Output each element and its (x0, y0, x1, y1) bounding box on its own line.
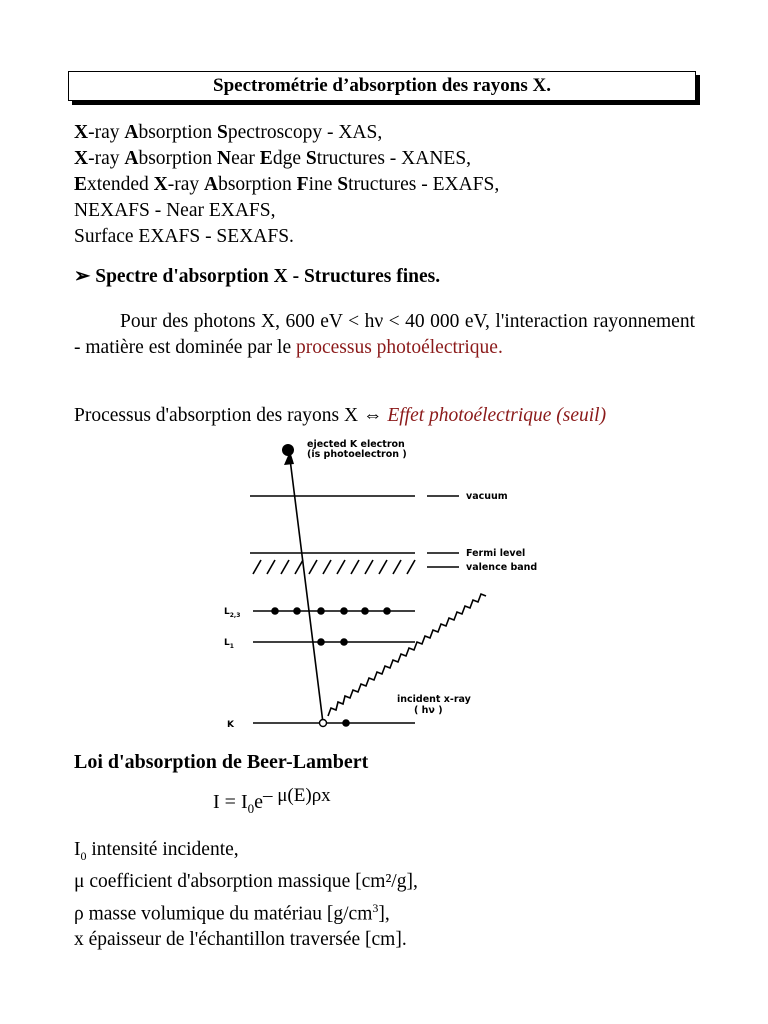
l23-label: $L_{2,3}$ (224, 607, 241, 619)
valence-label: valence band (466, 562, 538, 573)
l1-label: $L_1$ (224, 638, 234, 650)
definition-mu: μ coefficient d'absorption massique [cm²/g], (74, 870, 418, 892)
definition-rho: ρ masse volumique du matériau $[g/cm^3]$, (74, 900, 390, 925)
section-heading-text: Spectre d'absorption X - Structures fines. (95, 266, 441, 287)
acronym-line: X-ray Absorption Spectroscopy - XAS, (74, 122, 383, 143)
incident-label-1: incident x-ray (397, 694, 471, 705)
paragraph-process-text: Processus d'absorption des rayons X ⇔ (74, 405, 388, 426)
title-box (68, 71, 696, 101)
paragraph-photons-highlight: processus photoélectrique. (295, 337, 503, 358)
photoelectric-diagram (215, 433, 575, 733)
acronym-list (74, 120, 499, 250)
k-hole (320, 720, 327, 727)
bullet-arrow-icon: ➢ (74, 266, 91, 287)
paragraph-process-highlight: Effet photoélectrique (seuil) (387, 405, 607, 426)
ejected-electron-dot (282, 444, 294, 456)
paragraph-process (74, 403, 695, 429)
beer-lambert-heading: Loi d'absorption de Beer-Lambert (74, 751, 369, 773)
ejected-electron-path (290, 459, 323, 723)
acronym-line: Surface EXAFS - SEXAFS. (74, 226, 294, 247)
acronym-line: X-ray Absorption Near Edge Structures - XANES, (74, 148, 472, 169)
definition-x: x épaisseur de l'échantillon traversée [cm]. (74, 929, 407, 951)
beer-lambert-formula: $I = I_0e-$ μ(E)ρx (213, 785, 331, 816)
page-title: Spectrométrie d’absorption des rayons X. (213, 75, 551, 96)
valence-band-hatch (253, 560, 415, 574)
definition-i0: $I_0$ intensité incidente, (74, 839, 239, 863)
paragraph-photons (74, 309, 695, 361)
fermi-label: Fermi level (466, 548, 526, 559)
acronym-line: Extended X-ray Absorption Fine Structures - EXAFS, (74, 174, 500, 195)
definitions-list (74, 837, 418, 953)
k-label: K (227, 720, 234, 730)
paragraph-photons-text: Pour des photons X, 600 eV < hν < 40 000 eV, l'interaction rayonnement - matière est dominée par le (74, 311, 695, 358)
section-heading (74, 264, 440, 288)
acronym-line: NEXAFS - Near EXAFS, (74, 200, 276, 221)
incident-label-2: ( hν ) (414, 705, 443, 716)
vacuum-label: vacuum (466, 491, 508, 502)
ejected-label-2: (is photoelectron ) (307, 449, 407, 460)
ejected-label-1: ejected K electron (307, 439, 405, 450)
k-electron (342, 719, 350, 727)
